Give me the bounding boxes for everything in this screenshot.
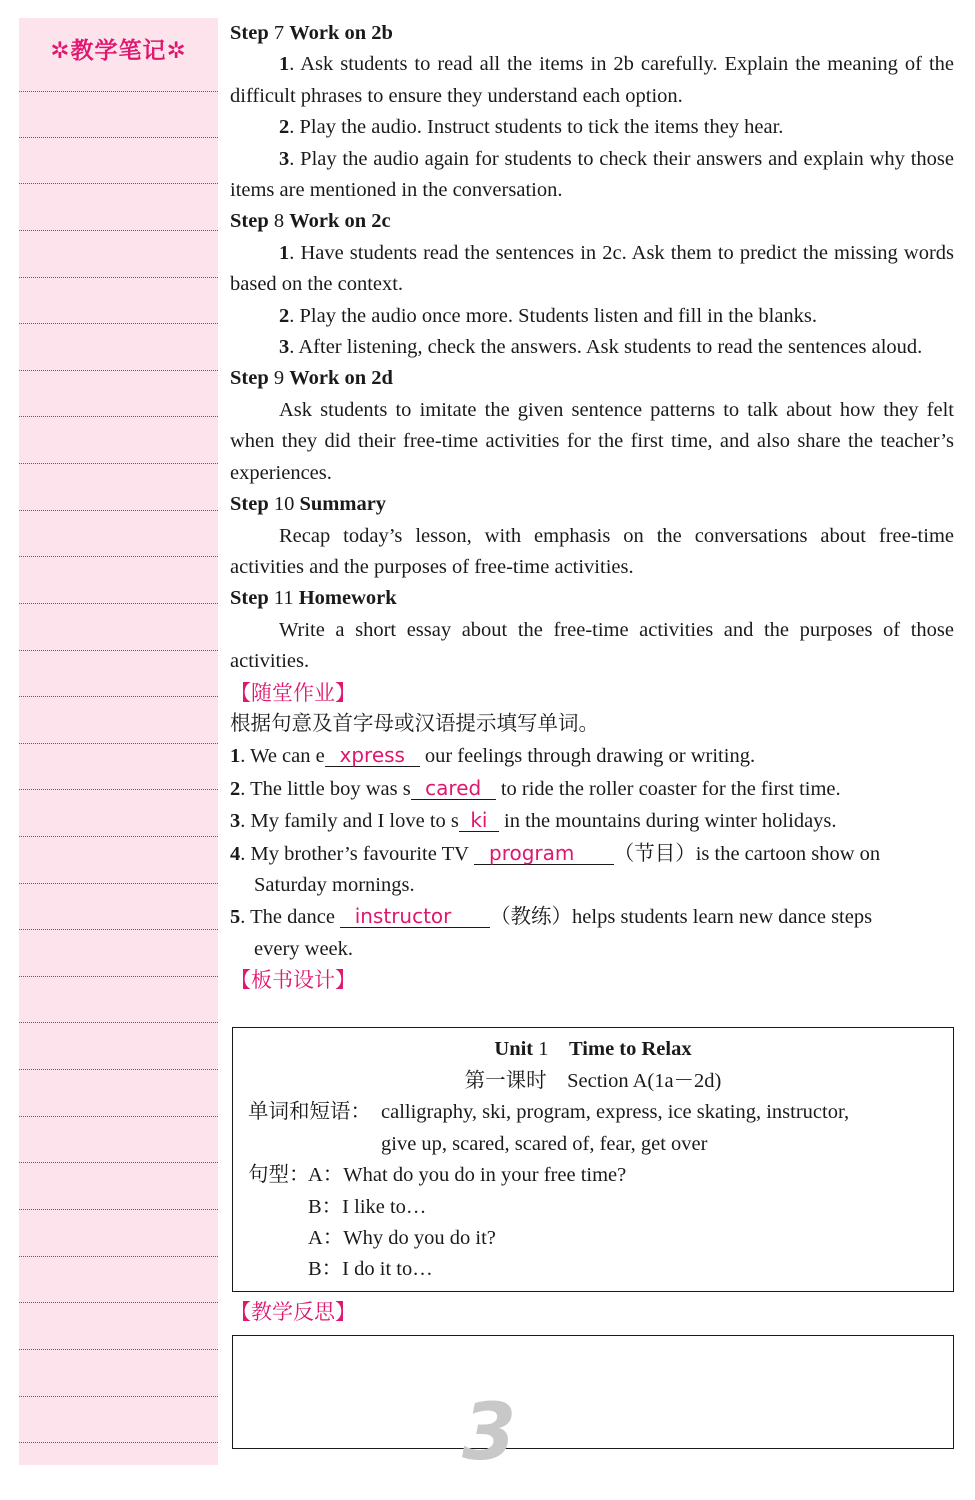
note-line	[19, 91, 218, 92]
note-line	[19, 976, 218, 977]
sentence-pattern: A：What do you do in your free time?	[308, 1164, 627, 1186]
step-heading: Step 8 Work on 2c	[230, 210, 391, 233]
step-item: 2. Play the audio. Instruct students to tick the items they hear.	[279, 116, 784, 139]
sentence-pattern: B：I do it to…	[308, 1258, 433, 1280]
vocab-line: calligraphy, ski, program, express, ice skating, instructor,	[381, 1101, 850, 1123]
note-line	[19, 463, 218, 464]
lesson-content	[230, 18, 954, 997]
note-line	[19, 1069, 218, 1070]
note-line	[19, 183, 218, 184]
note-line	[19, 603, 218, 604]
note-line	[19, 1349, 218, 1350]
note-line	[19, 1256, 218, 1257]
notes-sidebar	[19, 18, 218, 1465]
note-line	[19, 230, 218, 231]
note-line	[19, 1022, 218, 1023]
reflection-box[interactable]	[232, 1335, 954, 1449]
exercise-question: 4. My brother’s favourite TV program （节目）is the cartoon show on Saturday mornings.	[230, 838, 954, 902]
step-heading: Step 9 Work on 2d	[230, 367, 393, 390]
notes-title: ✲教学笔记✲	[50, 38, 187, 64]
note-line	[19, 696, 218, 697]
step-item: 3. After listening, check the answers. Ask students to read the sentences aloud.	[279, 336, 923, 359]
page-number: 3	[462, 1388, 517, 1478]
step-paragraph: Write a short essay about the free-time activities and the purposes of those activities.	[230, 618, 954, 673]
note-line	[19, 1162, 218, 1163]
board-subtitle: 第一课时 Section A(1a－2d)	[464, 1070, 722, 1092]
note-line	[19, 789, 218, 790]
note-line	[19, 929, 218, 930]
sentence-pattern: A：Why do you do it?	[308, 1227, 496, 1249]
note-line	[19, 510, 218, 511]
board-design-box	[232, 1027, 954, 1292]
note-line	[19, 416, 218, 417]
note-line	[19, 1442, 218, 1443]
note-line	[19, 1116, 218, 1117]
step-item: 2. Play the audio once more. Students listen and fill in the blanks.	[279, 304, 818, 327]
note-line	[19, 556, 218, 557]
exercise-heading: 【随堂作业】	[230, 680, 356, 705]
note-line	[19, 836, 218, 837]
note-line	[19, 1209, 218, 1210]
note-line	[19, 1302, 218, 1303]
exercise-question: 2. The little boy was s cared to ride the roller coaster for the first time.	[230, 773, 954, 805]
step-item: 1. Have students read the sentences in 2c. Ask them to predict the missing words based on the context.	[230, 241, 954, 296]
note-line	[19, 137, 218, 138]
answer-blank[interactable]: ki	[459, 805, 499, 832]
answer-blank[interactable]: cared	[411, 773, 496, 800]
step-heading: Step 10 Summary	[230, 493, 387, 516]
answer-blank[interactable]: xpress	[325, 740, 420, 767]
sentence-pattern: B：I like to…	[308, 1196, 427, 1218]
step-item: 1. Ask students to read all the items in 2b carefully. Explain the meaning of the difficult phrases to ensure they understand each option.	[230, 53, 954, 107]
note-line	[19, 370, 218, 371]
step-heading: Step 7 Work on 2b	[230, 22, 393, 44]
step-heading: Step 11 Homework	[230, 587, 397, 610]
answer-blank[interactable]: instructor	[340, 901, 490, 928]
exercise-question: 5. The dance instructor （教练）helps students learn new dance steps every week.	[230, 901, 954, 965]
note-line	[19, 1396, 218, 1397]
exercise-question: 1. We can e xpress our feelings through drawing or writing.	[230, 740, 954, 772]
answer-blank[interactable]: program	[474, 838, 614, 865]
note-line	[19, 883, 218, 884]
board-title: Unit 1 Time to Relax	[494, 1038, 692, 1060]
step-paragraph: Recap today’s lesson, with emphasis on the conversations about free-time activities and the purposes of free-time activities.	[230, 524, 954, 578]
exercise-question: 3. My family and I love to s ki in the mountains during winter holidays.	[230, 805, 954, 837]
note-line	[19, 323, 218, 324]
vocab-label: 单词和短语：	[248, 1101, 371, 1123]
vocab-line: give up, scared, scared of, fear, get over	[381, 1133, 708, 1155]
board-heading: 【板书设计】	[230, 968, 356, 993]
exercise-instruction: 根据句意及首字母或汉语提示填写单词。	[230, 712, 599, 735]
step-paragraph: Ask students to imitate the given sentence patterns to talk about how they felt when they did their free-time activities for the first time, and also share the teacher’s experiences.	[230, 398, 954, 484]
reflection-heading: 【教学反思】	[230, 1300, 356, 1324]
note-line	[19, 650, 218, 651]
pattern-label: 句型：	[248, 1164, 310, 1186]
note-line	[19, 743, 218, 744]
note-line	[19, 277, 218, 278]
step-item: 3. Play the audio again for students to check their answers and explain why those items are mentioned in the conversation.	[230, 147, 954, 202]
